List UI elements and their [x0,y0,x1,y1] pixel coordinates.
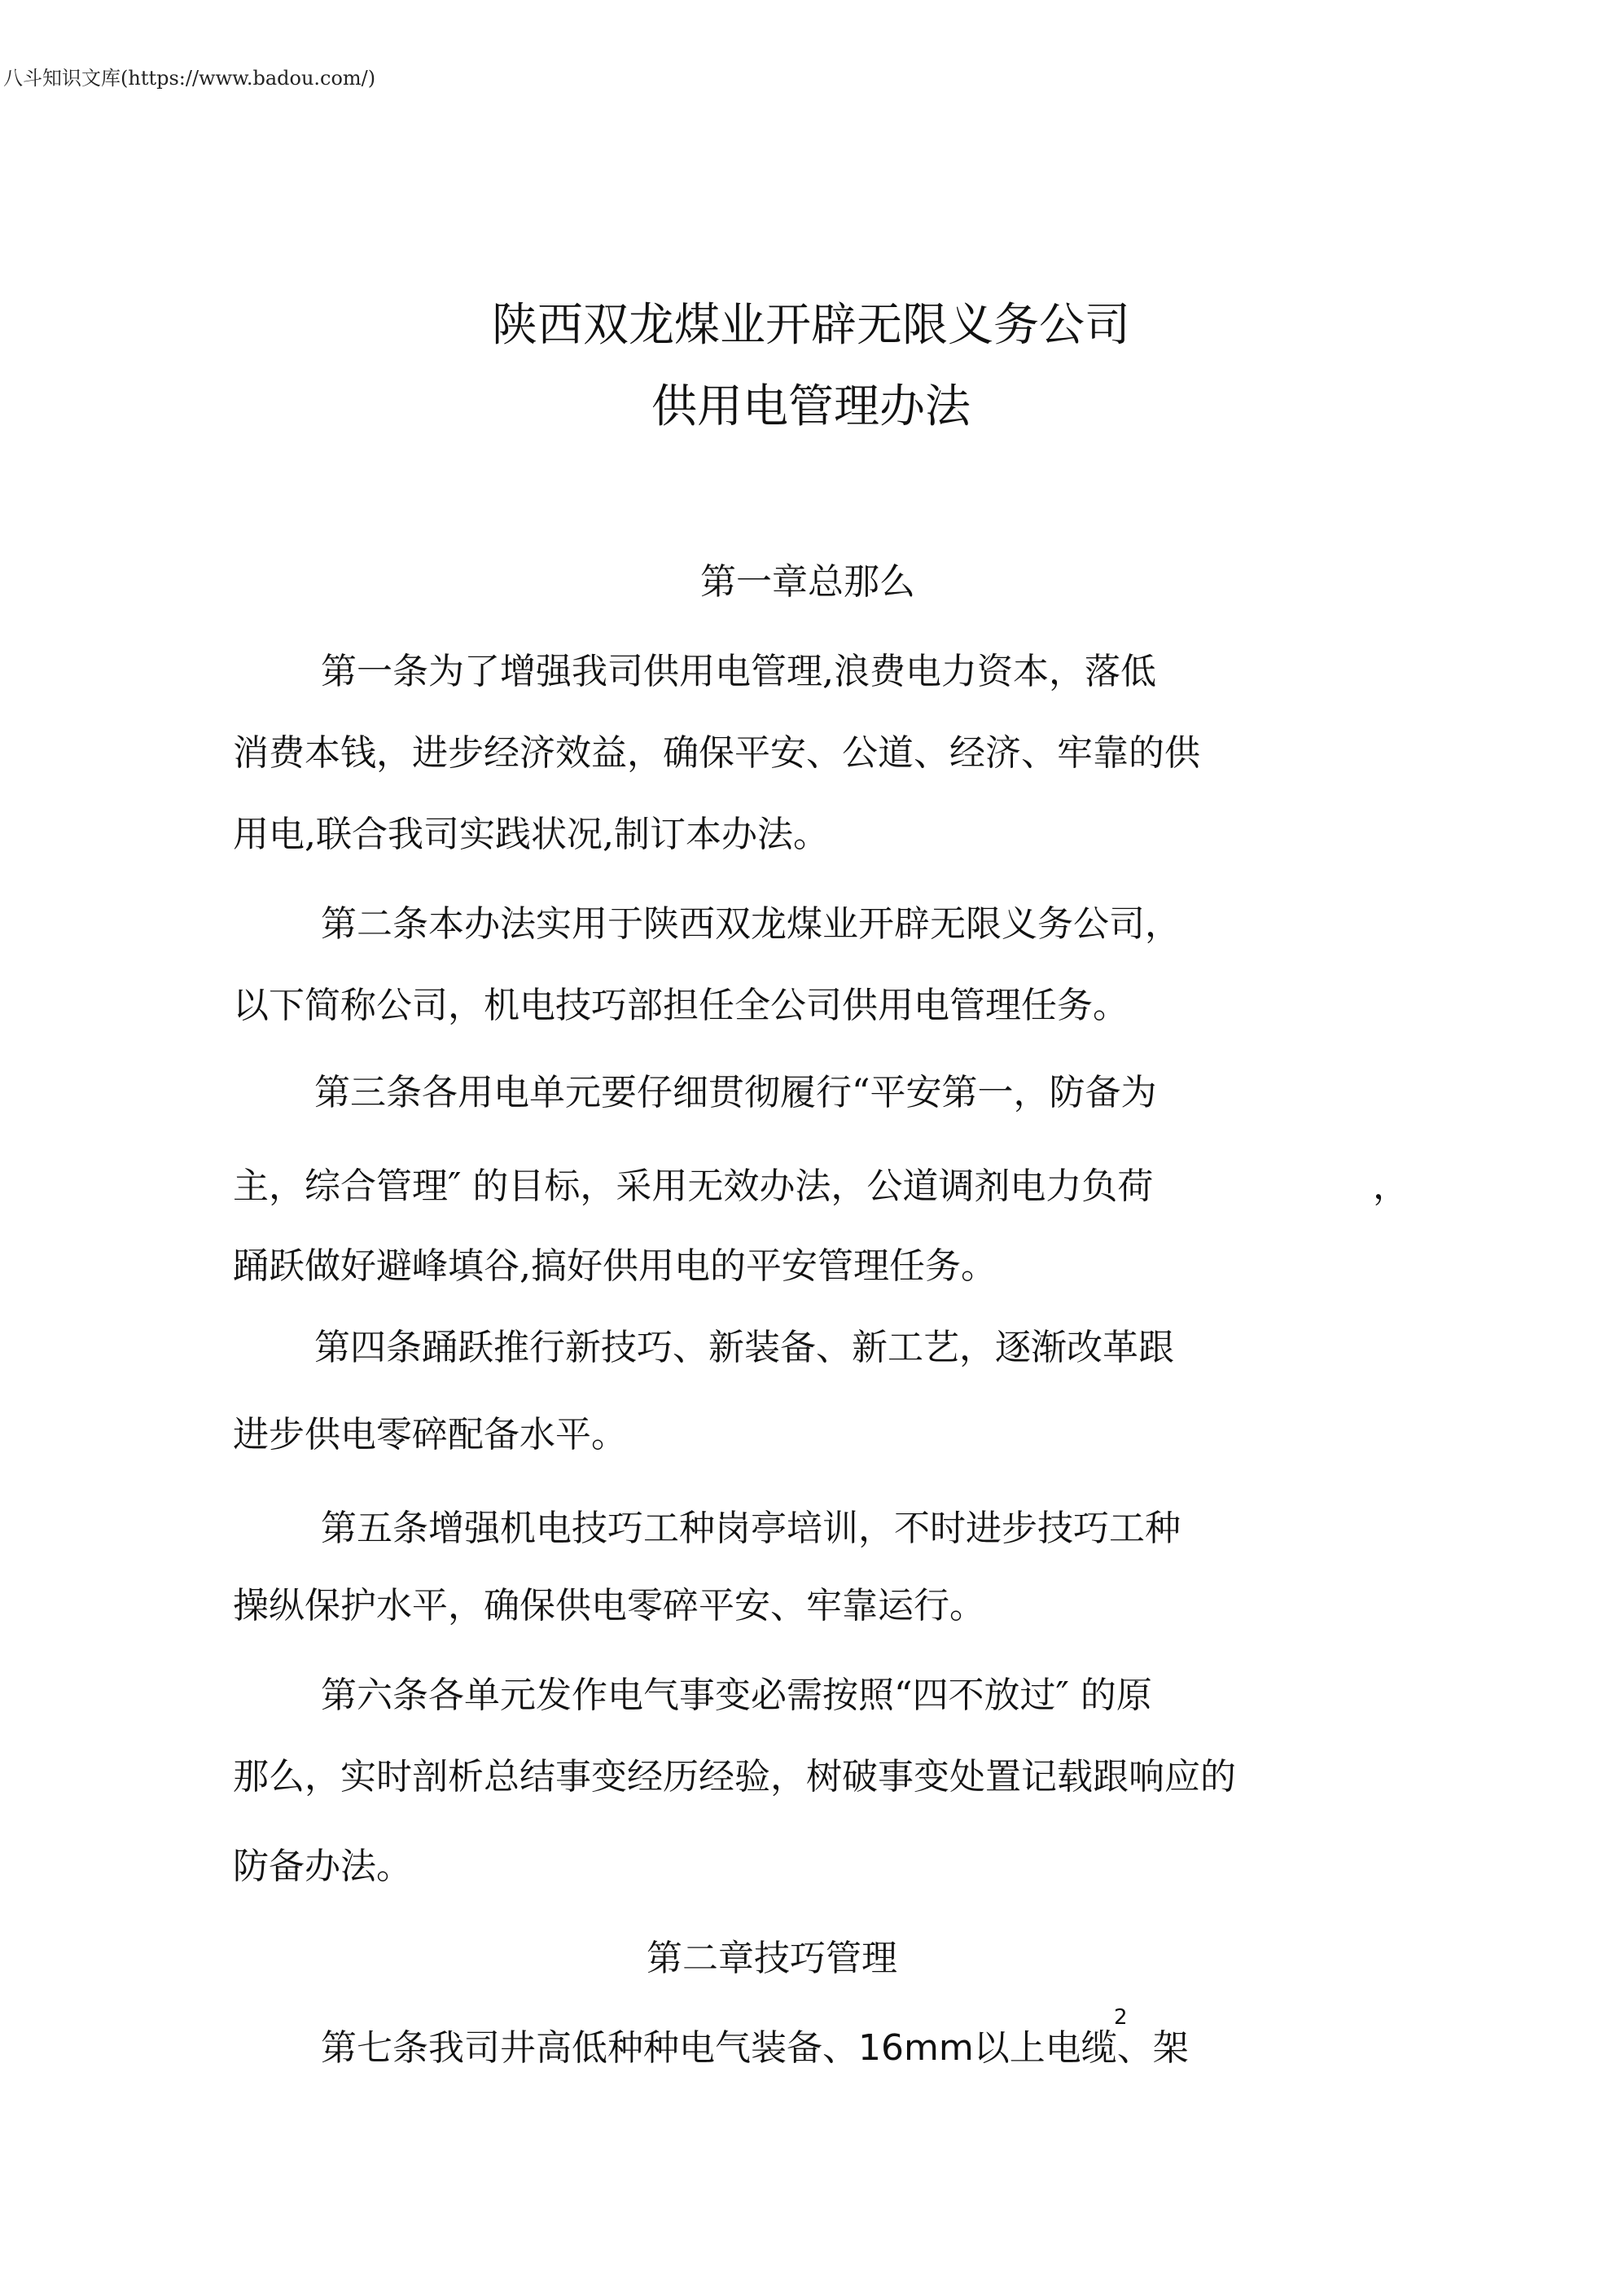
article-7-line [321,2018,1189,2070]
article-3-line: 踊跃做好避峰填谷,搞好供用电的平安管理任务。 [233,1245,997,1287]
article-1-line: 第一条为了增强我司供用电管理,浪费电力资本，落低 [321,651,1156,692]
article-7-text-a: 第七条我司井高低种种电气装备、 [321,2027,858,2069]
article-3-line: 主，综合管理″ 的目标，采用无效办法，公道调剂电力负荷 [233,1166,1154,1207]
article-3-line: 第三条各用电单元要仔细贯彻履行“平安第一，防备为 [314,1072,1157,1113]
article-2-line: 第二条本办法实用于陕西双龙煤业开辟无限义务公司， [321,903,1181,945]
article-6-line: 防备办法。 [233,1846,412,1887]
article-7-superscript: 2 [1114,2005,1128,2030]
title-line-1: 陕西双龙煤业开辟无限义务公司 [492,299,1130,352]
article-7-cross-section: 16mm [858,2027,974,2069]
source-watermark: 八斗知识文库(https://www.badou.com/) [3,67,376,90]
title-line-2: 供用电管理办法 [651,380,971,433]
article-4-line: 进步供电零碎配备水平。 [233,1414,627,1455]
article-5-line: 第五条增强机电技巧工种岗亭培训，不时进步技巧工种 [321,1508,1181,1549]
article-6-line: 第六条各单元发作电气事变必需按照“四不放过″ 的原 [321,1675,1152,1716]
article-4-line: 第四条踊跃推行新技巧、新装备、新工艺，逐渐改革跟 [314,1327,1174,1368]
article-1-line: 用电,联合我司实践状况,制订本办法。 [233,814,829,855]
stray-comma: ， [1373,1166,1409,1207]
article-2-line: 以下简称公司，机电技巧部担任全公司供用电管理任务。 [233,985,1129,1026]
article-6-line: 那么，实时剖析总结事变经历经验，树破事变处置记载跟响应的 [233,1756,1236,1798]
chapter-1-heading: 第一章总那么 [700,561,915,603]
chapter-2-heading: 第二章技巧管理 [647,1938,897,1979]
article-1-line: 消费本钱，进步经济效益，确保平安、公道、经济、牢靠的供 [233,732,1200,774]
article-7-text-b: 以上电缆、架 [973,2027,1189,2069]
article-5-line: 操纵保护水平，确保供电零碎平安、牢靠运行。 [233,1585,985,1627]
